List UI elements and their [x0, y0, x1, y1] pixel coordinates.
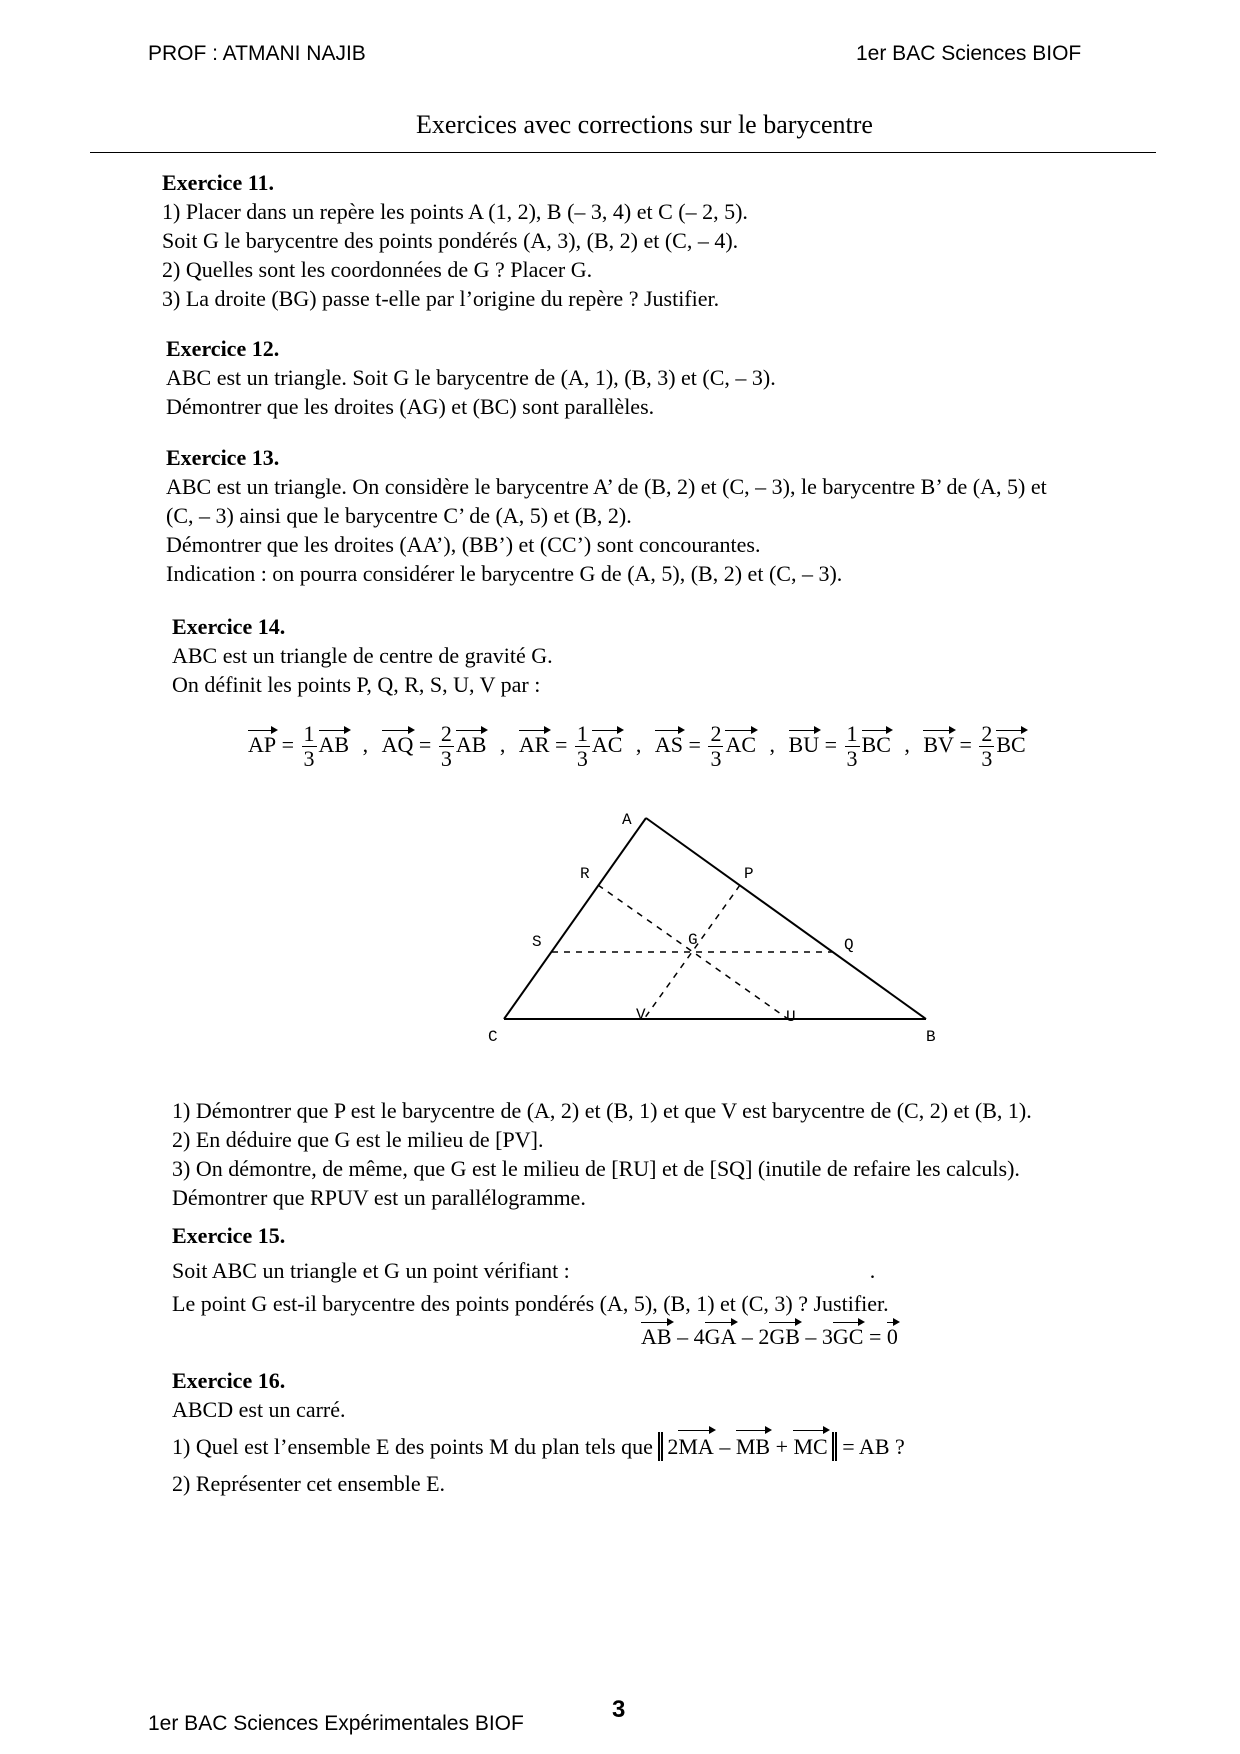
exercise-15 — [172, 1221, 889, 1318]
exercise-line: Le point G est-il barycentre des points pondérés (A, 5), (B, 1) et (C, 3) ? Justifier. — [172, 1291, 889, 1316]
label-s: S — [532, 933, 542, 951]
exercise-title: Exercice 16. — [172, 1368, 286, 1393]
def-bv: BV = $\frac{2}{3}$ BC — [923, 721, 1026, 771]
def-aq: AQ = $\frac{2}{3}$ AB — [381, 721, 487, 771]
exercise-14 — [172, 612, 553, 699]
def-bu: BU = $\frac{1}{3}$ BC — [788, 721, 891, 771]
exercise-15-equation: AB – 4GA – 2GB – 3GC = 0 — [641, 1324, 898, 1349]
exercise-line: ABC est un triangle de centre de gravité G. — [172, 643, 553, 668]
header-author: PROF : ATMANI NAJIB — [148, 42, 366, 65]
exercise-line: ABC est un triangle. On considère le barycentre A’ de (B, 2) et (C, – 3), le barycentre B’ de (A, 5) et — [166, 474, 1047, 499]
exercise-16 — [172, 1366, 905, 1498]
exercise-14-questions — [172, 1096, 1032, 1212]
exercise-line: 1) Démontrer que P est le barycentre de (A, 2) et (B, 1) et que V est barycentre de (C, 2) et (B, 1). — [172, 1098, 1032, 1123]
exercise-title: Exercice 15. — [172, 1223, 286, 1248]
exercise-11 — [162, 168, 748, 313]
page-number: 3 — [612, 1696, 626, 1723]
header-level: 1er BAC Sciences BIOF — [856, 42, 1082, 65]
label-q: Q — [844, 936, 854, 954]
def-ar: AR = $\frac{1}{3}$ AC — [518, 721, 623, 771]
exercise-line: 2) Quelles sont les coordonnées de G ? Placer G. — [162, 257, 593, 282]
label-a: A — [622, 811, 632, 829]
def-ap: AP = $\frac{1}{3}$ AB — [248, 721, 350, 771]
title-rule — [90, 152, 1156, 153]
side-ac — [504, 818, 646, 1019]
exercise-line: Démontrer que les droites (AA’), (BB’) et (CC’) sont concourantes. — [166, 532, 761, 557]
label-v: V — [636, 1006, 646, 1024]
exercise-line: Soit ABC un triangle et G un point vérifiant : . — [172, 1258, 876, 1283]
label-b: B — [926, 1028, 936, 1046]
exercise-13 — [166, 443, 1047, 588]
exercise-line: 2) Représenter cet ensemble E. — [172, 1471, 446, 1496]
exercise-title: Exercice 14. — [172, 614, 286, 639]
exercise-line: 3) La droite (BG) passe t-elle par l’origine du repère ? Justifier. — [162, 286, 720, 311]
exercise-12 — [166, 334, 776, 421]
label-p: P — [744, 865, 754, 883]
exercise-line: Démontrer que les droites (AG) et (BC) sont parallèles. — [166, 394, 655, 419]
norm-expression: 2MA – MB + MC — [658, 1432, 836, 1461]
footer-level: 1er BAC Sciences Expérimentales BIOF — [148, 1712, 524, 1735]
exercise-line: Soit G le barycentre des points pondérés (A, 3), (B, 2) et (C, – 4). — [162, 228, 739, 253]
label-r: R — [580, 865, 590, 883]
exercise-title: Exercice 11. — [162, 170, 274, 195]
def-as: AS = $\frac{2}{3}$ AC — [654, 721, 757, 771]
exercise-title: Exercice 12. — [166, 336, 280, 361]
exercise-line: Indication : on pourra considérer le barycentre G de (A, 5), (B, 2) et (C, – 3). — [166, 561, 843, 586]
exercise-title: Exercice 13. — [166, 445, 280, 470]
exercise-line: ABC est un triangle. Soit G le barycentre de (A, 1), (B, 3) et (C, – 3). — [166, 365, 776, 390]
vector-definitions: AP = $\frac{1}{3}$ AB , AQ = $\frac{2}{3}$ AB , AR = $\frac{1}{3}$ AC , AS = $\frac{2}{3}$ AC , BU = $\frac{1}{3}$ BC , BV = $\frac{2}{3}$ BC — [248, 721, 1026, 771]
exercise-line: 2) En déduire que G est le milieu de [PV]. — [172, 1127, 544, 1152]
page-title: Exercices avec corrections sur le barycentre — [416, 110, 873, 139]
exercise-line: ABCD est un carré. — [172, 1397, 346, 1422]
exercise-line: 1) Quel est l’ensemble E des points M du plan tels que 2MA – MB + MC = AB ? — [172, 1434, 905, 1459]
label-g: G — [688, 931, 698, 949]
exercise-line: On définit les points P, Q, R, S, U, V par : — [172, 672, 541, 697]
triangle-figure — [470, 800, 960, 1060]
label-u: U — [786, 1008, 796, 1026]
exercise-line: Démontrer que RPUV est un parallélogramme. — [172, 1185, 586, 1210]
label-c: C — [488, 1028, 498, 1046]
exercise-line: 1) Placer dans un repère les points A (1, 2), B (– 3, 4) et C (– 2, 5). — [162, 199, 748, 224]
exercise-line: 3) On démontre, de même, que G est le milieu de [RU] et de [SQ] (inutile de refaire les calculs). — [172, 1156, 1020, 1181]
side-ab — [646, 818, 926, 1019]
exercise-line: (C, – 3) ainsi que le barycentre C’ de (A, 5) et (B, 2). — [166, 503, 632, 528]
